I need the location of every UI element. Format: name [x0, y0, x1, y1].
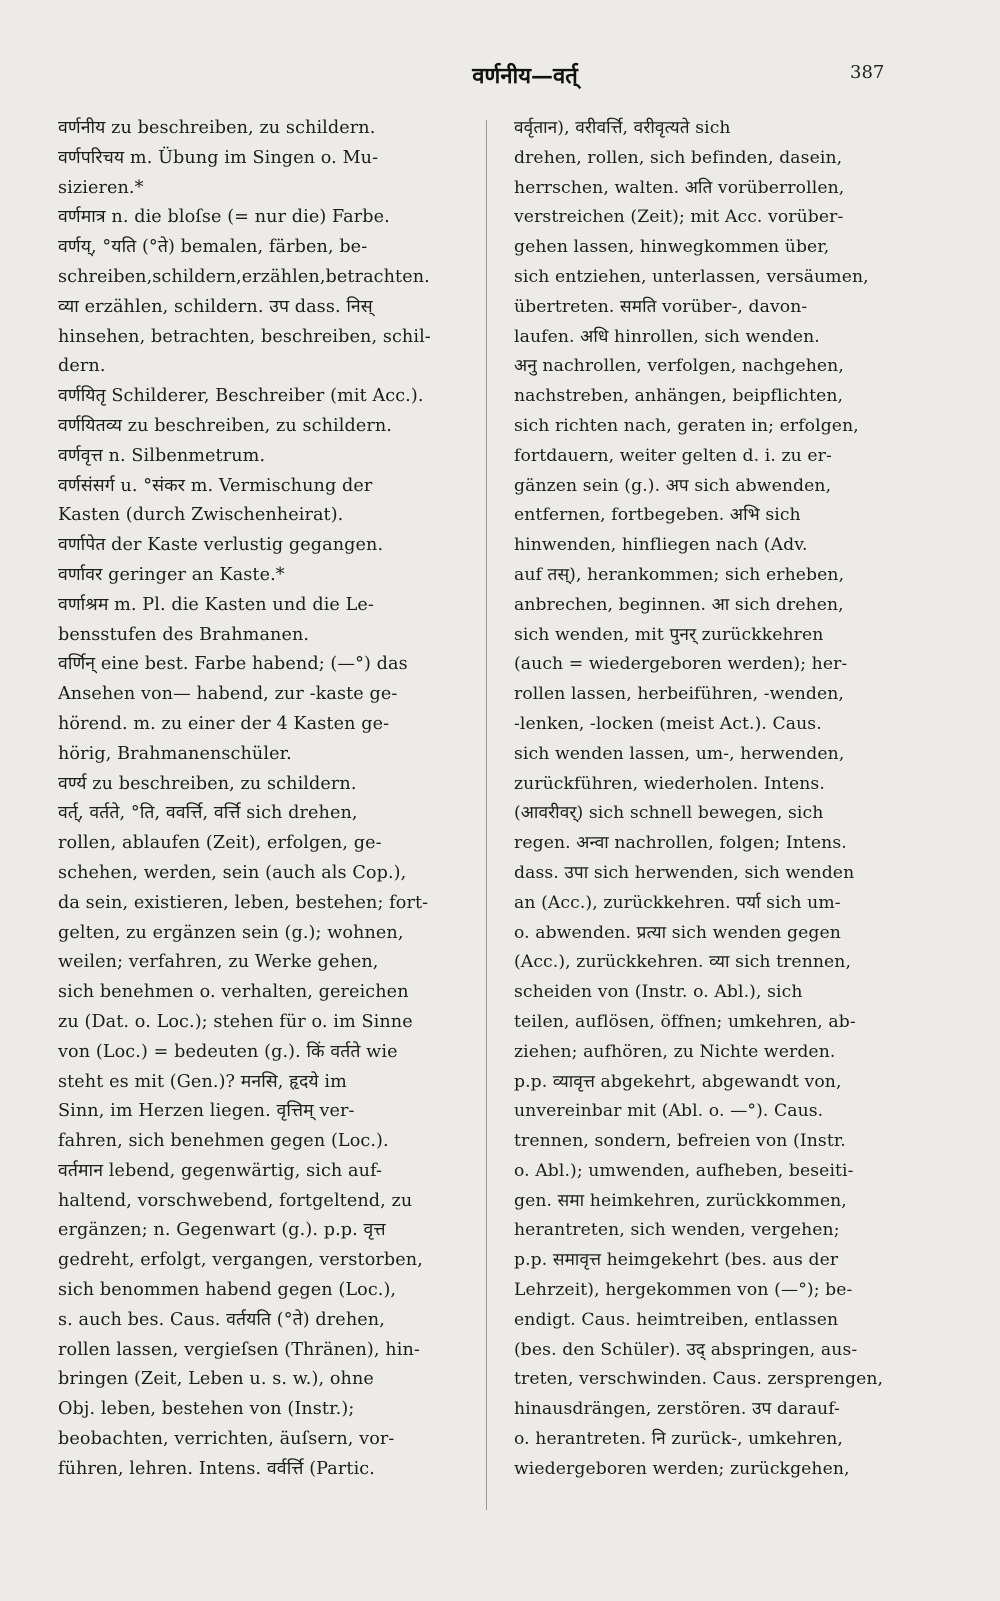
- entry-line: वर्णापेत der Kaste verlustig gegangen.: [58, 535, 384, 556]
- entry-line: वर्णावर geringer an Kaste.*: [58, 564, 285, 585]
- entry-line: dern.: [58, 356, 106, 377]
- entry-line: rollen, ablaufen (Zeit), erfolgen, ge-: [58, 833, 382, 854]
- entry-line: gedreht, erfolgt, vergangen, verstorben,: [58, 1250, 423, 1271]
- entry-line: व्या erzählen, schildern. उप dass. निस्: [58, 296, 373, 317]
- entry-line: anbrechen, beginnen. आ sich drehen,: [514, 594, 844, 615]
- entry-line: -lenken, -locken (meist Act.). Caus.: [514, 713, 822, 734]
- entry-line: gen. समा heimkehren, zurückkommen,: [514, 1190, 847, 1211]
- entry-line: fortdauern, weiter gelten d. i. zu er-: [514, 445, 832, 466]
- entry-line: sizieren.*: [58, 177, 144, 198]
- entry-line: haltend, vorschwebend, fortgeltend, zu: [58, 1190, 413, 1211]
- entry-line: sich wenden lassen, um-, herwenden,: [514, 743, 845, 764]
- entry-line: sich wenden, mit पुनर् zurückkehren: [514, 624, 824, 645]
- entry-line: वर्वृतान), वरीवर्त्ति, वरीवृत्यते sich: [514, 118, 731, 138]
- column-divider: [486, 120, 487, 1510]
- entry-line: rollen lassen, vergieſsen (Thränen), hin-: [58, 1339, 420, 1360]
- entry-line: gänzen sein (g.). अप sich abwenden,: [514, 475, 832, 496]
- entry-line: sich entziehen, unterlassen, versäumen,: [514, 266, 869, 287]
- entry-line: वर्णवृत्त n. Silbenmetrum.: [58, 445, 266, 466]
- entry-line: Obj. leben, bestehen von (Instr.);: [58, 1399, 355, 1420]
- entry-line: gelten, zu ergänzen sein (g.); wohnen,: [58, 922, 404, 943]
- entry-line: hörig, Brahmanenschüler.: [58, 743, 292, 764]
- entry-line: o. abwenden. प्रत्या sich wenden gegen: [514, 922, 841, 943]
- entry-line: von (Loc.) = bedeuten (g.). किं वर्तते wie: [58, 1041, 398, 1062]
- entry-line: rollen lassen, herbeiführen, -wenden,: [514, 684, 844, 705]
- entry-line: scheiden von (Instr. o. Abl.), sich: [514, 982, 803, 1003]
- entry-line: auf तस्), herankommen; sich erheben,: [514, 564, 845, 585]
- entry-line: fahren, sich benehmen gegen (Loc.).: [58, 1131, 389, 1152]
- entry-line: bensstufen des Brahmanen.: [58, 624, 310, 645]
- entry-line: drehen, rollen, sich befinden, dasein,: [514, 147, 843, 168]
- entry-line: hinwenden, hinfliegen nach (Adv.: [514, 535, 808, 556]
- entry-line: teilen, auflösen, öffnen; umkehren, ab-: [514, 1011, 856, 1032]
- entry-line: sich benehmen o. verhalten, gereichen: [58, 982, 409, 1003]
- entry-line: sich benommen habend gegen (Loc.),: [58, 1280, 397, 1301]
- entry-line: zu (Dat. o. Loc.); stehen für o. im Sinne: [58, 1011, 413, 1032]
- entry-line: वर्त्, वर्तते, °ति, ववर्त्ति, वर्त्ति sich drehen,: [58, 803, 358, 824]
- entry-line: führen, lehren. Intens. वर्वर्त्ति (Partic.: [58, 1458, 375, 1479]
- entry-line: वर्णयितृ Schilderer, Beschreiber (mit Acc.).: [58, 386, 424, 407]
- entry-line: वर्णसंसर्ग u. °संकर m. Vermischung der: [58, 475, 373, 496]
- right-column: [514, 114, 904, 1514]
- entry-line: sich richten nach, geraten in; erfolgen,: [514, 415, 859, 436]
- entry-line: endigt. Caus. heimtreiben, entlassen: [514, 1309, 839, 1330]
- entry-line: beobachten, verrichten, äuſsern, vor-: [58, 1429, 395, 1450]
- entry-line: zurückführen, wiederholen. Intens.: [514, 773, 825, 794]
- entry-line: verstreichen (Zeit); mit Acc. vorüber-: [514, 207, 844, 228]
- entry-line: वर्णनीय zu beschreiben, zu schildern.: [58, 118, 376, 138]
- running-head: वर्णनीय—वर्त्: [472, 63, 578, 89]
- entry-line: Kasten (durch Zwischenheirat).: [58, 505, 344, 526]
- entry-line: herrschen, walten. अति vorüberrollen,: [514, 177, 845, 198]
- entry-line: schehen, werden, sein (auch als Cop.),: [58, 862, 407, 883]
- entry-line: treten, verschwinden. Caus. zersprengen,: [514, 1369, 884, 1390]
- entry-line: laufen. अधि hinrollen, sich wenden.: [514, 326, 820, 347]
- entry-line: वर्ण्य zu beschreiben, zu schildern.: [58, 773, 357, 794]
- entry-line: wiedergeboren werden; zurückgehen,: [514, 1458, 850, 1479]
- entry-line: bringen (Zeit, Leben u. s. w.), ohne: [58, 1369, 374, 1390]
- left-column: [58, 114, 474, 1514]
- entry-line: entfernen, fortbegeben. अभि sich: [514, 505, 801, 526]
- entry-line: वर्णमात्र n. die bloſse (= nur die) Farbe.: [58, 207, 390, 228]
- entry-line: nachstreben, anhängen, beipflichten,: [514, 386, 844, 407]
- entry-line: Sinn, im Herzen liegen. वृत्तिम् ver-: [58, 1101, 355, 1122]
- entry-line: schreiben,schildern,erzählen,betrachten.: [58, 266, 430, 287]
- entry-line: gehen lassen, hinwegkommen über,: [514, 237, 830, 258]
- entry-line: ziehen; aufhören, zu Nichte werden.: [514, 1041, 836, 1062]
- entry-line: trennen, sondern, befreien von (Instr.: [514, 1131, 846, 1152]
- entry-line: p.p. व्यावृत्त abgekehrt, abgewandt von,: [514, 1071, 842, 1092]
- entry-line: (Acc.), zurückkehren. व्या sich trennen,: [514, 952, 852, 973]
- entry-line: s. auch bes. Caus. वर्तयति (°ते) drehen,: [58, 1309, 385, 1330]
- entry-line: ergänzen; n. Gegenwart (g.). p.p. वृत्त: [58, 1220, 386, 1241]
- entry-line: o. Abl.); umwenden, aufheben, beseiti-: [514, 1160, 854, 1181]
- entry-line: übertreten. समति vorüber-, davon-: [514, 296, 808, 317]
- entry-line: वर्णिन् eine best. Farbe habend; (—°) das: [58, 654, 408, 675]
- entry-line: (आवरीवर्) sich schnell bewegen, sich: [514, 803, 824, 824]
- entry-line: Ansehen von— habend, zur -kaste ge-: [58, 684, 398, 705]
- entry-line: वर्णपरिचय m. Übung im Singen o. Mu-: [58, 147, 379, 168]
- page-number: 387: [850, 62, 885, 83]
- entry-line: steht es mit (Gen.)? मनसि, हृदये im: [58, 1071, 347, 1092]
- entry-line: hörend. m. zu einer der 4 Kasten ge-: [58, 713, 390, 734]
- entry-line: da sein, existieren, leben, bestehen; fort-: [58, 892, 429, 913]
- entry-line: वर्तमान lebend, gegenwärtig, sich auf-: [58, 1160, 383, 1181]
- entry-line: hinsehen, betrachten, beschreiben, schil-: [58, 326, 431, 347]
- entry-line: an (Acc.), zurückkehren. पर्या sich um-: [514, 892, 841, 913]
- entry-line: वर्णाश्रम m. Pl. die Kasten und die Le-: [58, 594, 374, 615]
- entry-line: अनु nachrollen, verfolgen, nachgehen,: [514, 356, 844, 377]
- entry-line: o. herantreten. नि zurück-, umkehren,: [514, 1429, 843, 1450]
- entry-line: (bes. den Schüler). उद् abspringen, aus-: [514, 1339, 858, 1360]
- entry-line: p.p. समावृत्त heimgekehrt (bes. aus der: [514, 1250, 839, 1271]
- entry-line: dass. उपा sich herwenden, sich wenden: [514, 862, 855, 883]
- entry-line: hinausdrängen, zerstören. उप darauf-: [514, 1399, 840, 1420]
- entry-line: herantreten, sich wenden, vergehen;: [514, 1220, 840, 1241]
- entry-line: (auch = wiedergeboren werden); her-: [514, 654, 848, 675]
- entry-line: weilen; verfahren, zu Werke gehen,: [58, 952, 379, 973]
- entry-line: regen. अन्वा nachrollen, folgen; Intens.: [514, 833, 847, 854]
- entry-line: वर्णय्, °यति (°ते) bemalen, färben, be-: [58, 237, 368, 258]
- entry-line: unvereinbar mit (Abl. o. —°). Caus.: [514, 1101, 824, 1122]
- entry-line: वर्णयितव्य zu beschreiben, zu schildern.: [58, 415, 392, 436]
- entry-line: Lehrzeit), hergekommen von (—°); be-: [514, 1280, 853, 1301]
